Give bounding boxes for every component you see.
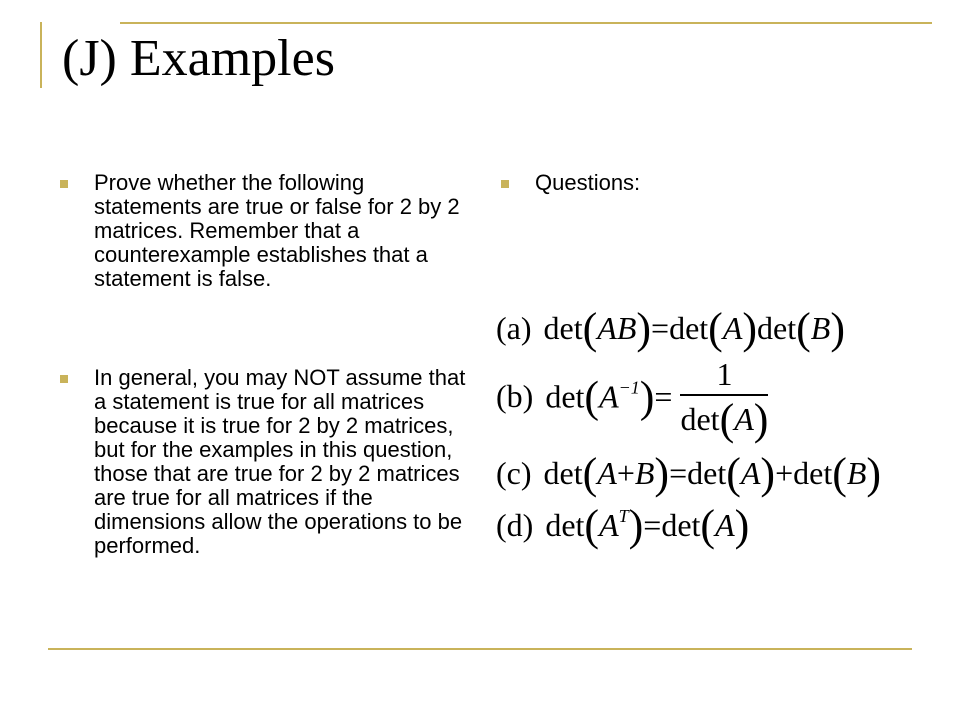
bullet-text-general: In general, you may NOT assume that a statement is true for all matrices because it is true for 2 by 2 matrices, but for the examples in this question, those that are true for 2 by 2 matrices are true for all matrices if the dimensions allow the operations to be performed. xyxy=(94,365,466,558)
question-d: (d) $\det(A^T)=\det(A)$ xyxy=(496,501,750,550)
question-c: (c) det(A+B)=det(A)+det(B) xyxy=(496,449,882,498)
question-b: (b) $\det(A^{-1})=$ $\frac{1}{\det(A)}$ xyxy=(496,356,769,444)
left-rule xyxy=(40,22,42,88)
square-bullet-icon xyxy=(60,375,68,383)
question-label: (c) xyxy=(496,455,532,491)
slide-title: (J) Examples xyxy=(62,30,335,87)
bullet-text-prove: Prove whether the following statements are true or false for 2 by 2 matrices. Remember that a counterexample establishes that a statement is false. xyxy=(94,170,460,291)
top-rule xyxy=(120,22,932,24)
question-label: (a) xyxy=(496,310,532,346)
square-bullet-icon xyxy=(60,180,68,188)
questions-heading: Questions: xyxy=(535,170,641,195)
fraction: $\frac{1}{\det(A)}$ xyxy=(680,356,769,444)
square-bullet-icon xyxy=(501,180,509,188)
question-label: (b) xyxy=(496,378,534,415)
bottom-rule xyxy=(48,648,912,650)
question-a: (a) det(AB)=det(A)det(B) xyxy=(496,304,845,353)
question-label: (d) xyxy=(496,507,534,543)
